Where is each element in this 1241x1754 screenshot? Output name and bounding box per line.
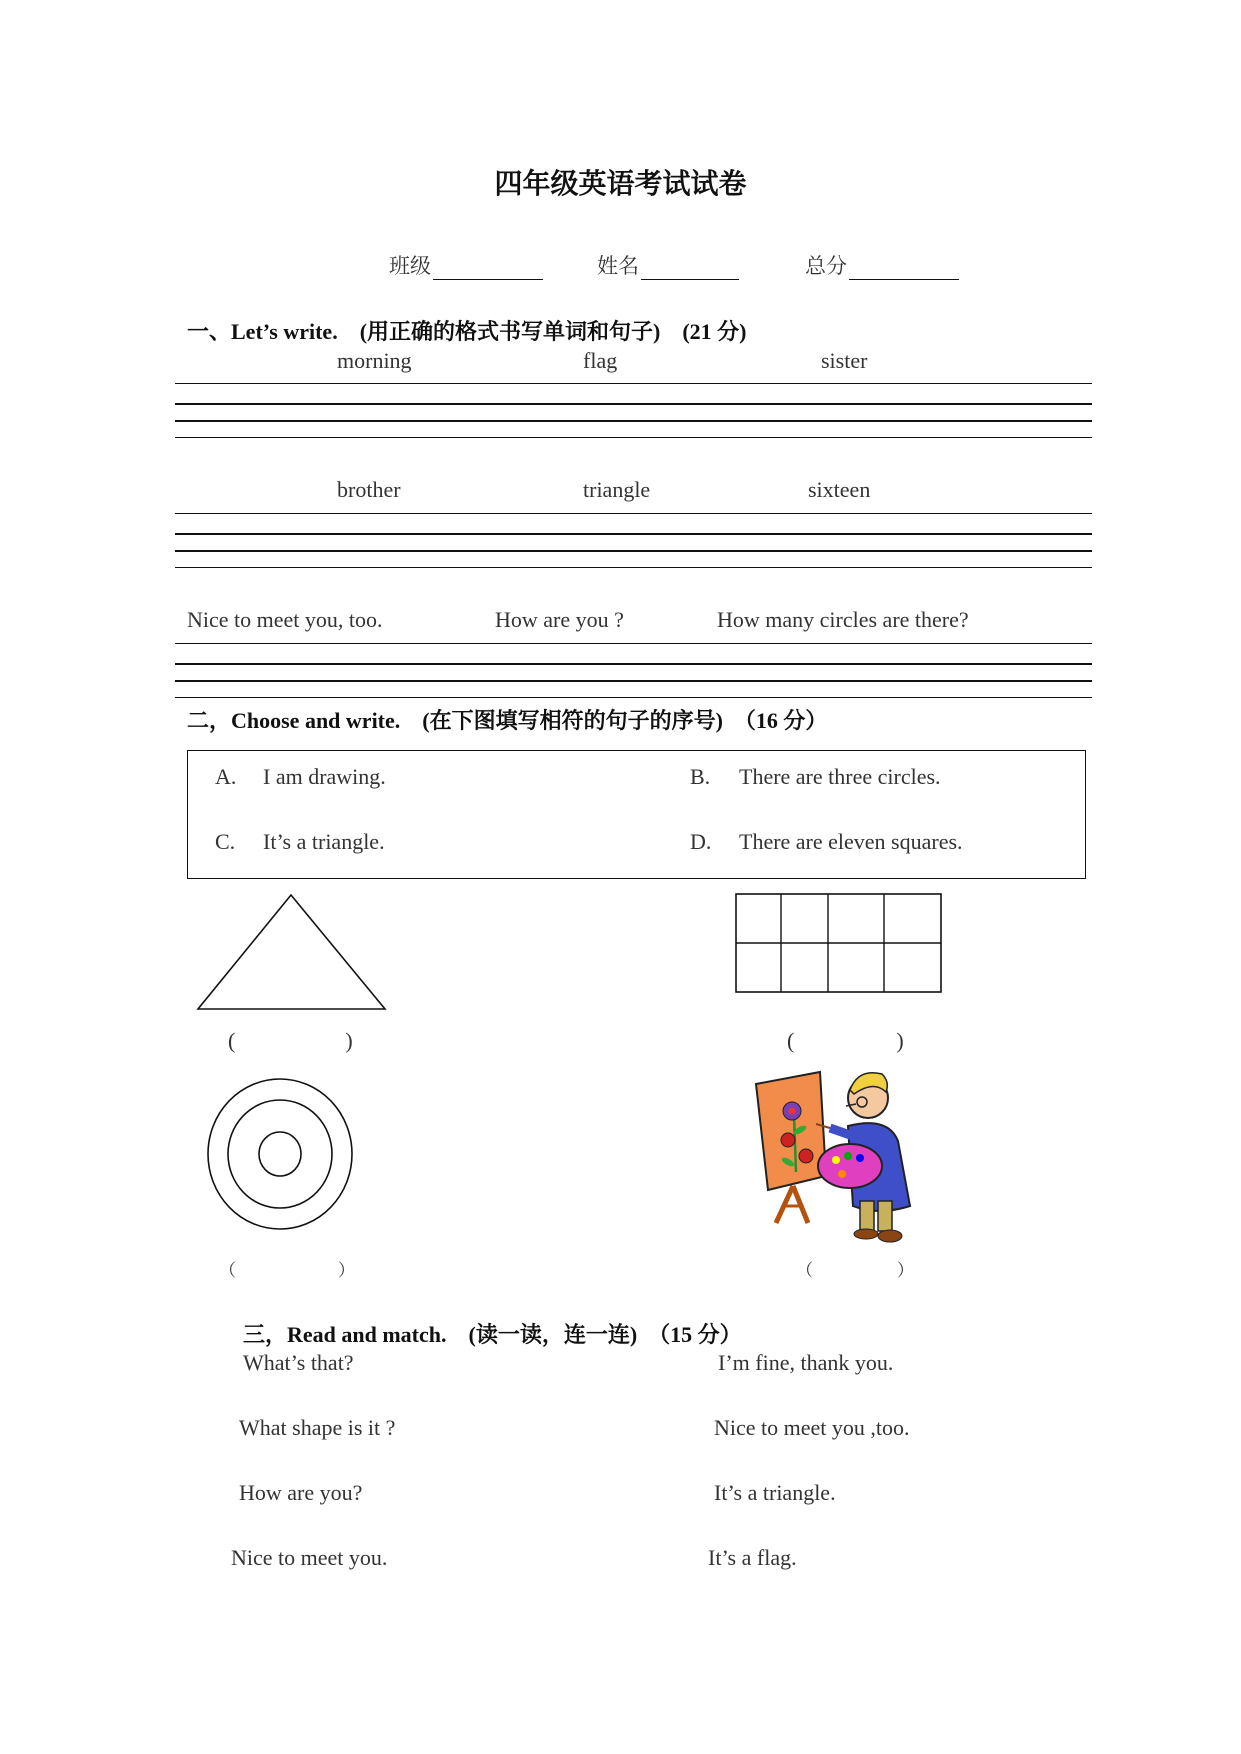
option-c-text: It’s a triangle. bbox=[263, 829, 385, 854]
answer-blank-triangle[interactable]: ( ) bbox=[228, 1028, 353, 1053]
score-label: 总分 bbox=[805, 254, 847, 278]
section2-heading: 二，Choose and write. (在下图填写相符的句子的序号) （16 分） bbox=[187, 708, 828, 733]
option-b-letter: B. bbox=[690, 764, 711, 789]
writing-line bbox=[175, 437, 1092, 438]
section1-heading: 一、Let’s write. (用正确的格式书写单词和句子) (21 分) bbox=[187, 319, 747, 344]
name-field[interactable] bbox=[597, 250, 739, 280]
writing-line bbox=[175, 550, 1092, 552]
writing-line bbox=[175, 420, 1092, 422]
name-blank[interactable] bbox=[641, 257, 739, 280]
option-b-text: There are three circles. bbox=[739, 764, 941, 789]
question-item[interactable]: What’s that? bbox=[243, 1350, 354, 1375]
option-a-text: I am drawing. bbox=[263, 764, 386, 789]
option-d-letter: D. bbox=[690, 829, 712, 854]
option-c-letter: C. bbox=[215, 829, 236, 854]
triangle-picture bbox=[195, 893, 390, 1013]
question-item[interactable]: What shape is it ? bbox=[239, 1415, 396, 1440]
answer-item[interactable]: Nice to meet you ,too. bbox=[714, 1415, 910, 1440]
writing-line bbox=[175, 697, 1092, 698]
answer-item[interactable]: It’s a triangle. bbox=[714, 1480, 836, 1505]
word-triangle: triangle bbox=[583, 477, 651, 502]
class-blank[interactable] bbox=[433, 257, 543, 280]
word-morning: morning bbox=[337, 348, 412, 373]
answer-item[interactable]: I’m fine, thank you. bbox=[718, 1350, 894, 1375]
painter-picture bbox=[748, 1066, 928, 1246]
answer-blank-painter[interactable]: （ ） bbox=[796, 1261, 914, 1280]
question-item[interactable]: How are you? bbox=[239, 1480, 363, 1505]
class-label: 班级 bbox=[389, 254, 431, 278]
word-flag: flag bbox=[583, 348, 618, 373]
option-a-letter: A. bbox=[215, 764, 237, 789]
writing-line bbox=[175, 680, 1092, 682]
option-d-text: There are eleven squares. bbox=[739, 829, 963, 854]
squares-grid-picture bbox=[735, 893, 945, 995]
answer-item[interactable]: It’s a flag. bbox=[708, 1545, 797, 1570]
writing-line bbox=[175, 383, 1092, 384]
question-item[interactable]: Nice to meet you. bbox=[231, 1545, 388, 1570]
writing-line bbox=[175, 513, 1092, 514]
writing-line bbox=[175, 567, 1092, 568]
sentence-how-many-circles: How many circles are there? bbox=[717, 607, 969, 632]
name-label: 姓名 bbox=[597, 254, 639, 278]
word-brother: brother bbox=[337, 477, 401, 502]
page-title: 四年级英语考试试卷 bbox=[494, 169, 747, 200]
writing-line bbox=[175, 403, 1092, 405]
three-circles-picture bbox=[205, 1077, 355, 1231]
sentence-nice-to-meet: Nice to meet you, too. bbox=[187, 607, 383, 632]
score-field[interactable] bbox=[805, 250, 959, 280]
answer-blank-squares[interactable]: ( ) bbox=[787, 1028, 904, 1053]
word-sixteen: sixteen bbox=[808, 477, 871, 502]
word-sister: sister bbox=[821, 348, 868, 373]
score-blank[interactable] bbox=[849, 257, 959, 280]
section3-heading: 三，Read and match. (读一读，连一连) （15 分） bbox=[243, 1322, 742, 1347]
answer-blank-circles[interactable]: （ ） bbox=[219, 1261, 355, 1280]
sentence-how-are-you: How are you ? bbox=[495, 607, 624, 632]
writing-line bbox=[175, 643, 1092, 644]
class-field[interactable] bbox=[389, 250, 543, 280]
writing-line bbox=[175, 663, 1092, 665]
writing-line bbox=[175, 533, 1092, 535]
